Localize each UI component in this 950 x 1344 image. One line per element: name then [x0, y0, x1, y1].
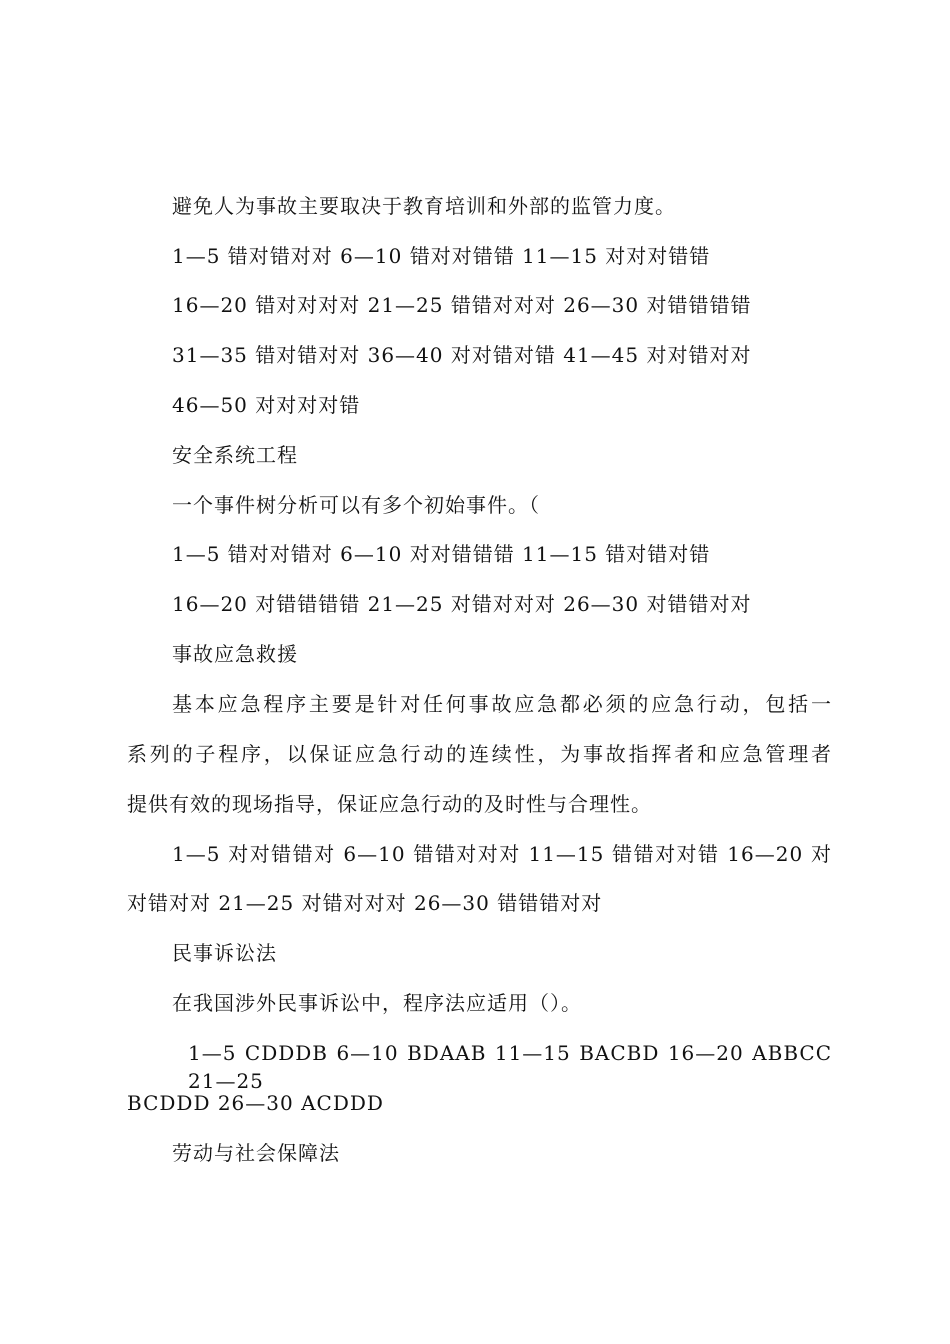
answer-line: 1—5 对对错错对 6—10 错错对对对 11—15 错错对对错 16—20 对: [172, 842, 832, 866]
answer-line: BCDDD 26—30 ACDDD: [127, 1091, 384, 1115]
section-heading: 安全系统工程: [172, 443, 298, 467]
answer-line: 1—5 错对对错对 6—10 对对错错错 11—15 错对错对错: [172, 542, 711, 566]
answer-line: 16—20 对错错错错 21—25 对错对对对 26—30 对错错对对: [172, 592, 752, 616]
paragraph-line: 提供有效的现场指导，保证应急行动的及时性与合理性。: [127, 792, 652, 816]
paragraph-line: 一个事件树分析可以有多个初始事件。（: [172, 493, 540, 517]
paragraph-line: 基本应急程序主要是针对任何事故应急都必须的应急行动，包括一: [172, 692, 832, 716]
section-heading: 劳动与社会保障法: [172, 1141, 340, 1165]
section-heading: 事故应急救援: [172, 642, 298, 666]
answer-line: 16—20 错对对对对 21—25 错错对对对 26—30 对错错错错: [172, 293, 752, 317]
section-heading: 民事诉讼法: [172, 941, 277, 965]
answer-line: 46—50 对对对对错: [172, 393, 361, 417]
paragraph-line: 在我国涉外民事诉讼中，程序法应适用（）。: [172, 991, 582, 1015]
answer-line: 31—35 错对错对对 36—40 对对错对错 41—45 对对错对对: [172, 343, 752, 367]
paragraph-line: 系列的子程序，以保证应急行动的连续性，为事故指挥者和应急管理者: [127, 742, 832, 766]
answer-line: 对错对对 21—25 对错对对对 26—30 错错错对对: [127, 891, 603, 915]
paragraph-line: 避免人为事故主要取决于教育培训和外部的监管力度。: [172, 194, 676, 218]
answer-line: 1—5 CDDDB 6—10 BDAAB 11—15 BACBD 16—20 ABBCC 21—25: [188, 1041, 832, 1093]
answer-line: 1—5 错对错对对 6—10 错对对错错 11—15 对对对错错: [172, 244, 711, 268]
